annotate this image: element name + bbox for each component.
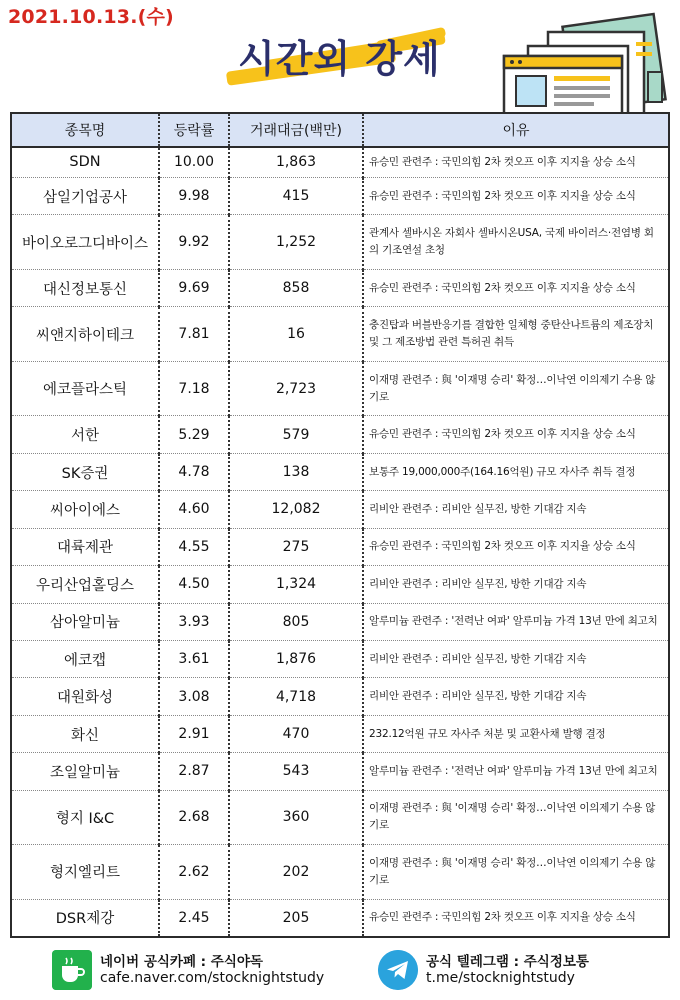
stock-name-cell: 서한 bbox=[12, 416, 159, 453]
amount-cell: 805 bbox=[229, 603, 363, 640]
rate-cell: 4.50 bbox=[159, 566, 229, 603]
reason-cell: 유승민 관련주 : 국민의힘 2차 컷오프 이후 지지율 상승 소식 bbox=[363, 528, 668, 565]
reason-cell: 이재명 관련주 : 與 '이재명 승리' 확정…이낙연 이의제기 수용 않기로 bbox=[363, 790, 668, 845]
rate-cell: 4.60 bbox=[159, 491, 229, 528]
amount-cell: 360 bbox=[229, 790, 363, 845]
rate-cell: 9.98 bbox=[159, 177, 229, 214]
table-row bbox=[12, 899, 668, 936]
reason-cell: 유승민 관련주 : 국민의힘 2차 컷오프 이후 지지율 상승 소식 bbox=[363, 269, 668, 306]
rate-cell: 3.93 bbox=[159, 603, 229, 640]
reason-cell: 유승민 관련주 : 국민의힘 2차 컷오프 이후 지지율 상승 소식 bbox=[363, 416, 668, 453]
reason-cell: 충진탑과 버블반응기를 결합한 일체형 중탄산나트륨의 제조장치 및 그 제조방법 관련 특허권 취득 bbox=[363, 307, 668, 362]
stock-name-cell: 형지 I&C bbox=[12, 790, 159, 845]
column-header-stock: 종목명 bbox=[12, 114, 159, 147]
table-row bbox=[12, 147, 668, 177]
column-header-amount: 거래대금(백만) bbox=[229, 114, 363, 147]
report-date: 2021.10.13.(수) bbox=[8, 6, 174, 28]
telegram-link[interactable]: t.me/stocknightstudy bbox=[426, 970, 575, 986]
reason-cell: 유승민 관련주 : 국민의힘 2차 컷오프 이후 지지율 상승 소식 bbox=[369, 911, 636, 924]
stock-name-cell: 삼아알미늄 bbox=[12, 603, 159, 640]
table-row bbox=[12, 566, 668, 603]
reason-cell: 이재명 관련주 : 與 '이재명 승리' 확정…이낙연 이의제기 수용 않기로 bbox=[363, 361, 668, 416]
reason-cell: 리비안 관련주 : 리비안 실무진, 방한 기대감 지속 bbox=[363, 640, 668, 677]
stock-table bbox=[10, 112, 670, 938]
table-row bbox=[12, 215, 668, 270]
rate-cell: 3.61 bbox=[159, 640, 229, 677]
reason-cell: 리비안 관련주 : 리비안 실무진, 방한 기대감 지속 bbox=[363, 491, 668, 528]
table-row bbox=[12, 491, 668, 528]
column-header-rate: 등락률 bbox=[159, 114, 229, 147]
amount-cell: 470 bbox=[229, 715, 363, 752]
table-row bbox=[12, 678, 668, 715]
cafe-link[interactable]: cafe.naver.com/stocknightstudy bbox=[100, 970, 325, 986]
rate-cell: 9.69 bbox=[159, 269, 229, 306]
rate-cell: 2.91 bbox=[159, 715, 229, 752]
table-row bbox=[12, 845, 668, 900]
rate-cell: 9.92 bbox=[159, 215, 229, 270]
rate-cell: 7.18 bbox=[159, 361, 229, 416]
stock-name-cell: 에코캡 bbox=[12, 640, 159, 677]
table-row bbox=[12, 640, 668, 677]
amount-cell: 1,252 bbox=[229, 215, 363, 270]
table-row bbox=[12, 715, 668, 752]
reason-cell: 알루미늄 관련주 : '전력난 여파' 알루미늄 가격 13년 만에 최고치 bbox=[363, 603, 668, 640]
reason-cell: 이재명 관련주 : 與 '이재명 승리' 확정…이낙연 이의제기 수용 않기로 bbox=[363, 845, 668, 900]
table-row bbox=[12, 361, 668, 416]
table-row bbox=[12, 790, 668, 845]
stock-name-cell: 화신 bbox=[12, 715, 159, 752]
table-row bbox=[12, 453, 668, 490]
table-row bbox=[12, 528, 668, 565]
table-row bbox=[12, 753, 668, 790]
stock-name-cell: 에코플라스틱 bbox=[12, 361, 159, 416]
documents-illustration-icon bbox=[498, 12, 678, 122]
stock-name-cell: 우리산업홀딩스 bbox=[12, 566, 159, 603]
stock-name-cell: 삼일기업공사 bbox=[12, 177, 159, 214]
amount-cell: 12,082 bbox=[229, 491, 363, 528]
stock-name-cell: 바이오로그디바이스 bbox=[12, 215, 159, 270]
reason-cell: 유승민 관련주 : 국민의힘 2차 컷오프 이후 지지율 상승 소식 bbox=[363, 147, 668, 177]
stock-name-cell: SDN bbox=[12, 147, 159, 177]
table-row bbox=[12, 416, 668, 453]
stock-name-cell: 씨아이에스 bbox=[12, 491, 159, 528]
amount-cell: 1,863 bbox=[229, 147, 363, 177]
cafe-label: 네이버 공식카페 : 주식야독 bbox=[100, 954, 263, 970]
rate-cell: 5.29 bbox=[159, 416, 229, 453]
amount-cell: 415 bbox=[229, 177, 363, 214]
column-header-reason: 이유 bbox=[363, 114, 668, 147]
amount-cell: 2,723 bbox=[229, 361, 363, 416]
stock-name-cell: 대신정보통신 bbox=[12, 269, 159, 306]
stock-name-cell: 대륙제관 bbox=[12, 528, 159, 565]
amount-cell: 16 bbox=[229, 307, 363, 362]
reason-cell: 리비안 관련주 : 리비안 실무진, 방한 기대감 지속 bbox=[363, 678, 668, 715]
rate-cell: 7.81 bbox=[159, 307, 229, 362]
stock-name-cell: 형지엘리트 bbox=[12, 845, 159, 900]
reason-cell: 보통주 19,000,000주(164.16억원) 규모 자사주 취득 결정 bbox=[363, 453, 668, 490]
amount-cell: 1,324 bbox=[229, 566, 363, 603]
rate-cell: 2.62 bbox=[159, 845, 229, 900]
amount-cell: 1,876 bbox=[229, 640, 363, 677]
stock-name-cell: 조일알미늄 bbox=[12, 753, 159, 790]
reason-cell: 232.12억원 규모 자사주 처분 및 교환사채 발행 결정 bbox=[363, 715, 668, 752]
amount-cell: 138 bbox=[229, 453, 363, 490]
amount-cell: 858 bbox=[229, 269, 363, 306]
amount-cell: 275 bbox=[229, 528, 363, 565]
stock-name-cell: DSR제강 bbox=[12, 899, 159, 936]
table-row bbox=[12, 603, 668, 640]
rate-cell: 2.87 bbox=[159, 753, 229, 790]
amount-cell: 579 bbox=[229, 416, 363, 453]
page-title: 시간외 강세 bbox=[238, 37, 441, 81]
table-header-row bbox=[12, 114, 668, 147]
rate-cell: 4.78 bbox=[159, 453, 229, 490]
amount-cell: 205 bbox=[229, 899, 363, 936]
stock-name-cell: SK증권 bbox=[12, 453, 159, 490]
amount-cell: 543 bbox=[229, 753, 363, 790]
table-row bbox=[12, 177, 668, 214]
rate-cell: 2.68 bbox=[159, 790, 229, 845]
amount-cell: 4,718 bbox=[229, 678, 363, 715]
reason-cell: 유승민 관련주 : 국민의힘 2차 컷오프 이후 지지율 상승 소식 bbox=[363, 177, 668, 214]
rate-cell: 3.08 bbox=[159, 678, 229, 715]
rate-cell: 4.55 bbox=[159, 528, 229, 565]
reason-cell: 알루미늄 관련주 : '전력난 여파' 알루미늄 가격 13년 만에 최고치 bbox=[363, 753, 668, 790]
table-row bbox=[12, 269, 668, 306]
title-block bbox=[226, 26, 456, 86]
rate-cell: 2.45 bbox=[159, 899, 229, 936]
paper-plane-icon bbox=[378, 950, 418, 990]
telegram-label: 공식 텔레그램 : 주식정보통 bbox=[426, 954, 589, 970]
reason-cell: 리비안 관련주 : 리비안 실무진, 방한 기대감 지속 bbox=[363, 566, 668, 603]
rate-cell: 10.00 bbox=[159, 147, 229, 177]
table-row bbox=[12, 307, 668, 362]
reason-cell: 관계사 셀바시온 자회사 셀바시온USA, 국제 바이러스·전염병 회의 기조연설 초청 bbox=[363, 215, 668, 270]
amount-cell: 202 bbox=[229, 845, 363, 900]
stock-name-cell: 대원화성 bbox=[12, 678, 159, 715]
coffee-cup-icon bbox=[52, 950, 92, 990]
stock-name-cell: 씨앤지하이테크 bbox=[12, 307, 159, 362]
